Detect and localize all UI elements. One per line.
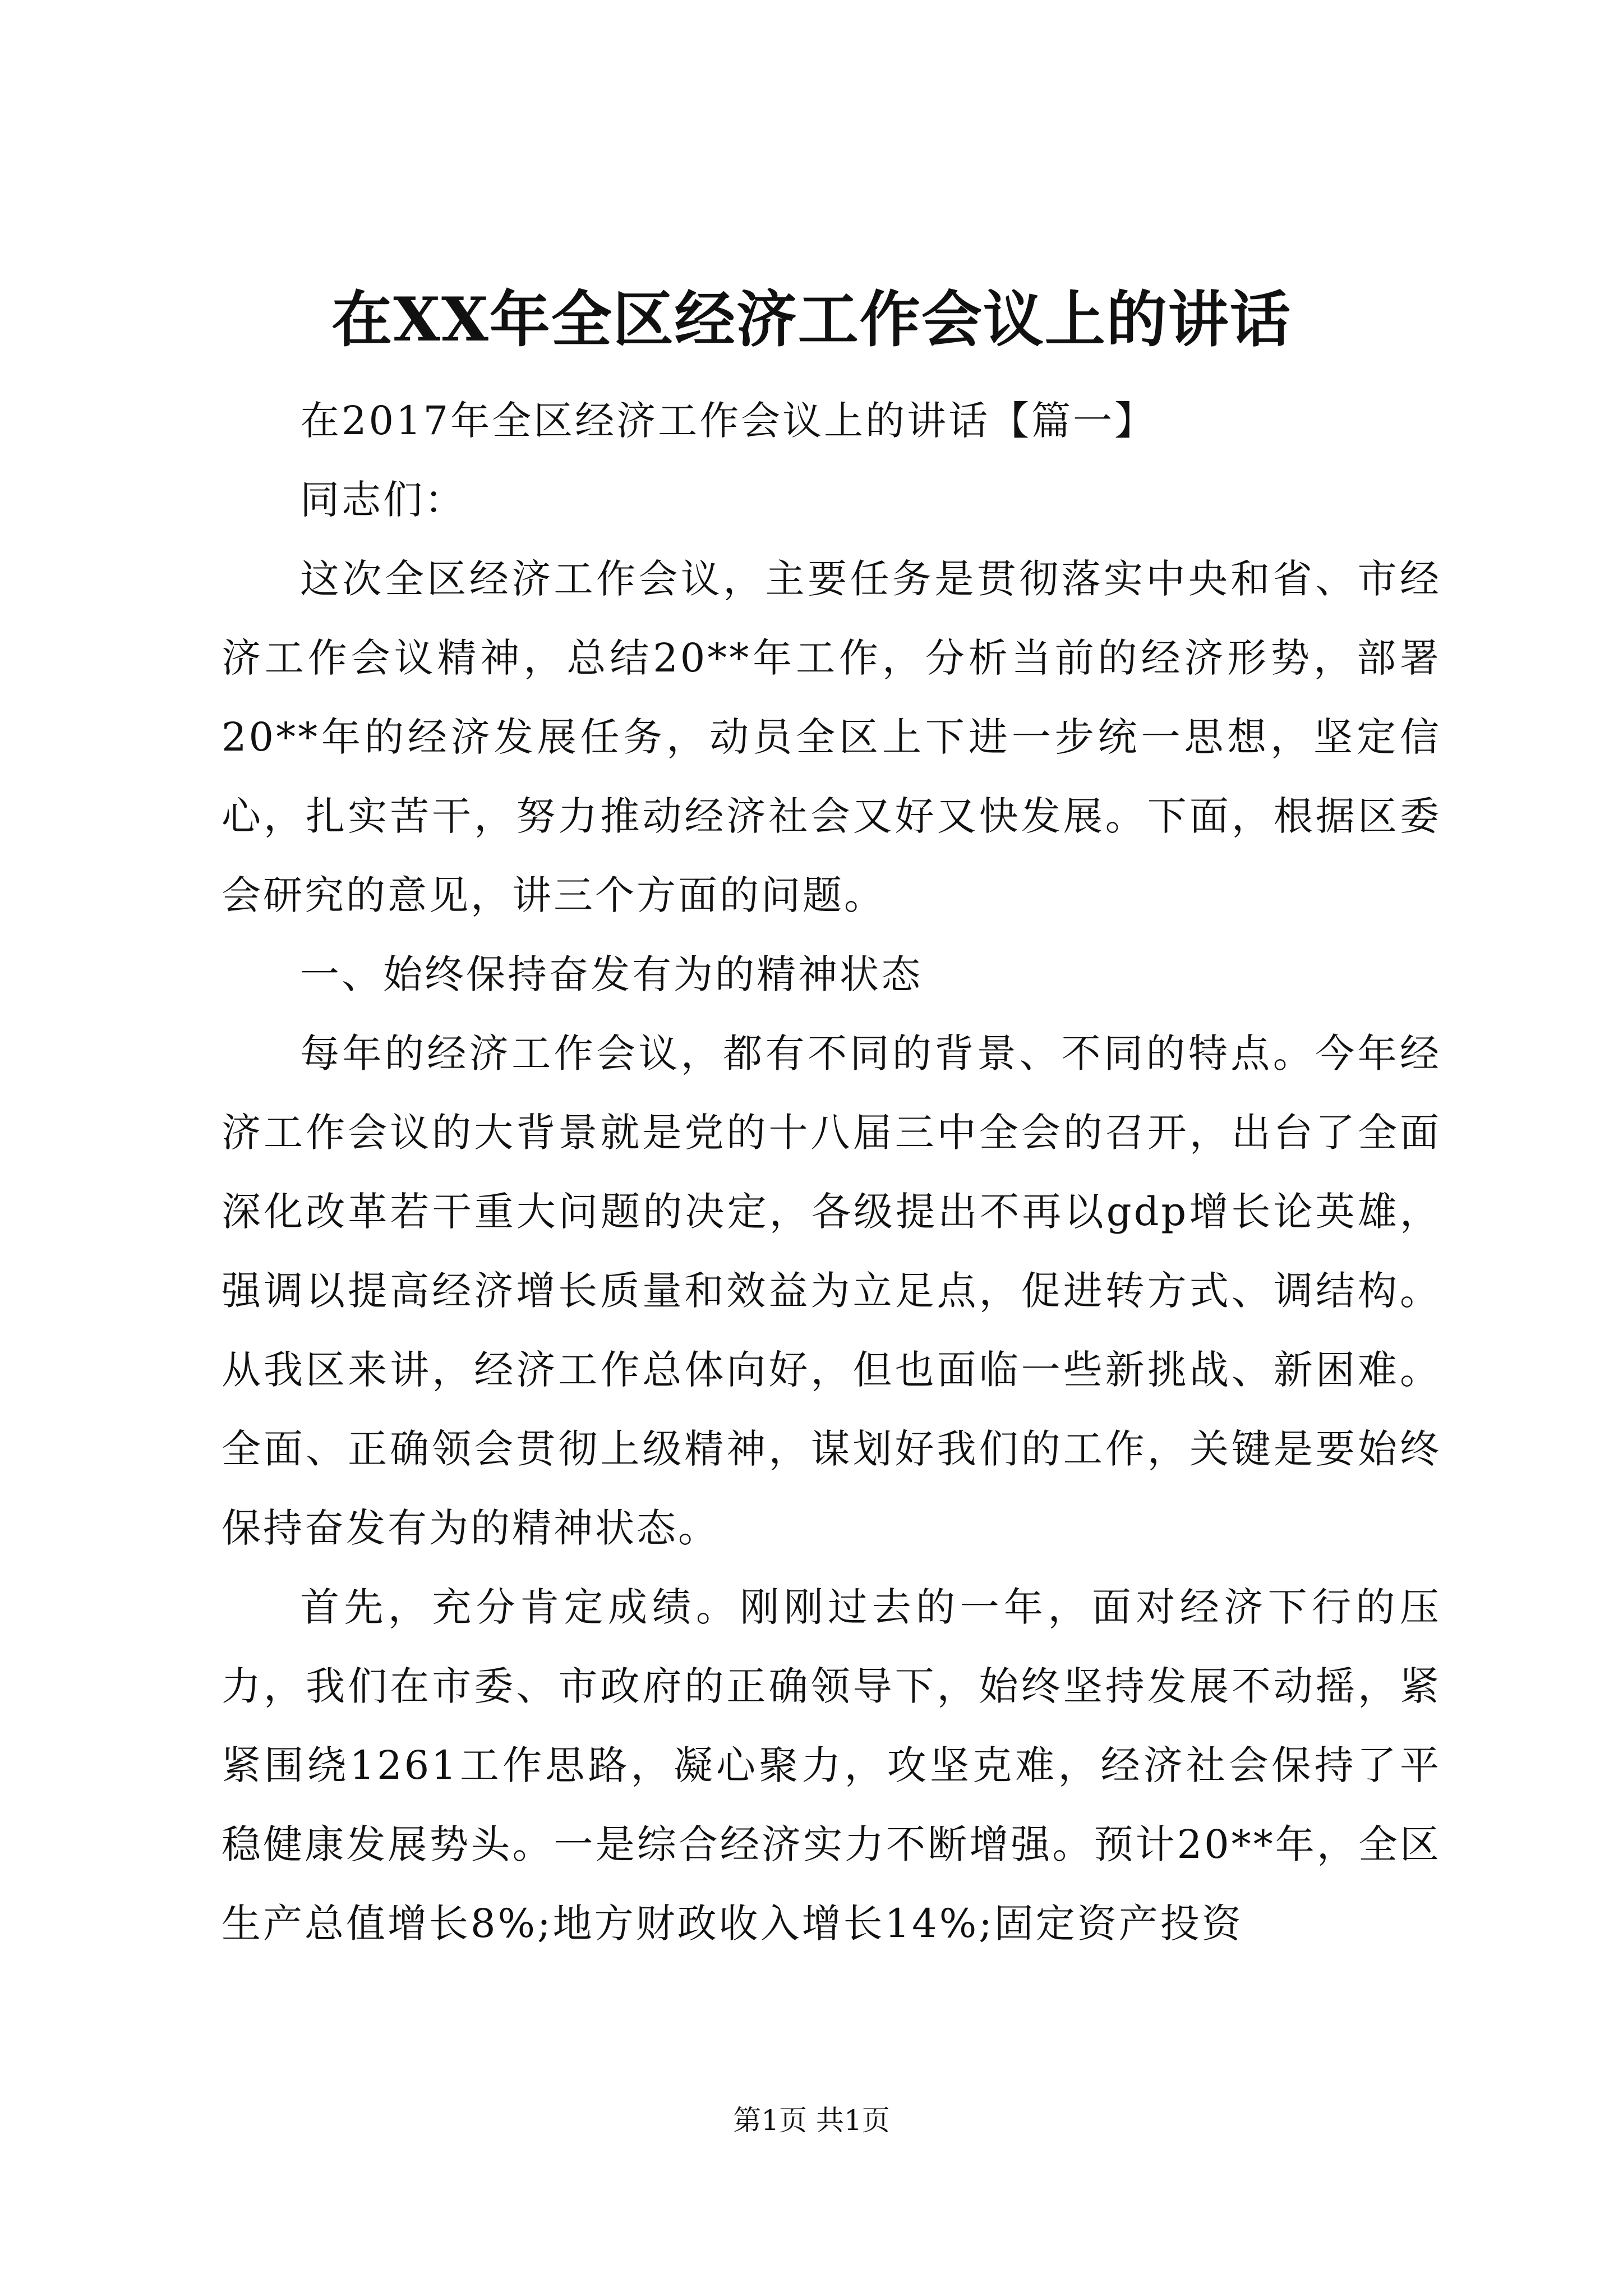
salutation-paragraph: 同志们： bbox=[300, 477, 466, 523]
body-paragraph: 首先，充分肯定成绩。刚刚过去的一年，面对经济下行的压力，我们在市委、市政府的正确领导下，始终坚持发展不动摇，紧紧围绕1261工作思路，凝心聚力，攻坚克难，经济社会保持了平稳健康发展势头。一是综合经济实力不断增强。预计20**年，全区生产总值增长8%;地方财政收入增长14%;固定资产投资 bbox=[222, 1584, 1441, 1947]
section-heading: 一、始终保持奋发有为的精神状态 bbox=[300, 951, 923, 997]
body-paragraph: 每年的经济工作会议，都有不同的背景、不同的特点。今年经济工作会议的大背景就是党的十八届三中全会的召开，出台了全面深化改革若干重大问题的决定，各级提出不再以gdp增长论英雄，强调以提高经济增长质量和效益为立足点，促进转方式、调结构。从我区来讲，经济工作总体向好，但也面临一些新挑战、新困难。全面、正确领会贯彻上级精神，谋划好我们的工作，关键是要始终保持奋发有为的精神状态。 bbox=[222, 1030, 1441, 1551]
document-body bbox=[222, 381, 1441, 1963]
body-paragraph: 这次全区经济工作会议，主要任务是贯彻落实中央和省、市经济工作会议精神，总结20**年工作，分析当前的经济形势，部署20**年的经济发展任务，动员全区上下进一步统一思想，坚定信心，扎实苦干，努力推动经济社会又好又快发展。下面，根据区委会研究的意见，讲三个方面的问题。 bbox=[222, 556, 1441, 918]
subtitle-paragraph: 在2017年全区经济工作会议上的讲话【篇一】 bbox=[300, 398, 1156, 444]
page-footer: 第1页 共1页 bbox=[733, 2104, 890, 2137]
document-title: 在XX年全区经济工作会议上的讲话 bbox=[331, 284, 1292, 355]
